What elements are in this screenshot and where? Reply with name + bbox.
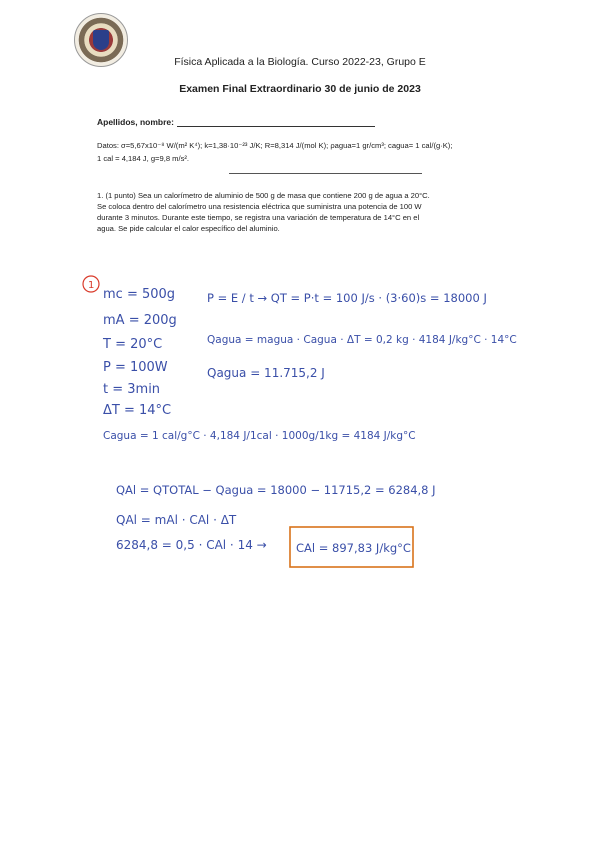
cagua-equation: Cagua = 1 cal/g°C · 4,184 J/1cal · 1000g/1kg = 4184 J/kg°C — [103, 430, 416, 442]
problem-line-2: Se coloca dentro del calorímetro una resistencia eléctrica que suministra una potencia de 100 W — [97, 202, 422, 211]
qal-equation: QAl = QTOTAL − Qagua = 18000 − 11715,2 = 6284,8 J — [116, 483, 436, 497]
qal-formula: QAl = mAl · CAl · ΔT — [116, 513, 237, 527]
given-mc: mc = 500g — [103, 287, 176, 302]
given-ma: mA = 200g — [103, 313, 177, 328]
final-equation: 6284,8 = 0,5 · CAl · 14 → — [116, 538, 267, 552]
name-label: Apellidos, nombre: — [97, 117, 174, 127]
given-time: t = 3min — [103, 382, 161, 397]
given-t: T = 20°C — [103, 337, 163, 352]
problem-line-3: durante 3 minutos. Durante este tiempo, se registra una variación de temperatura de 14°C en el — [97, 213, 420, 222]
exam-title: Física Aplicada a la Biología. Curso 2022-23, Grupo E — [174, 56, 426, 68]
question-number: 1 — [88, 280, 95, 291]
given-delta-t: ΔT = 14°C — [103, 403, 172, 418]
qagua-equation: Qagua = magua · Cagua · ΔT = 0,2 kg · 4184 J/kg°C · 14°C — [207, 334, 517, 346]
problem-line-4: agua. Se pide calcular el calor específico del aluminio. — [97, 224, 280, 233]
exam-subtitle: Examen Final Extraordinario 30 de junio de 2023 — [179, 83, 421, 95]
final-result: CAl = 897,83 J/kg°C — [296, 541, 411, 555]
given-p: P = 100W — [103, 360, 168, 375]
qagua-result: Qagua = 11.715,2 J — [207, 366, 325, 380]
datos-line-1: Datos: σ=5,67x10⁻⁸ W/(m² K⁴); k=1,38·10⁻²³ J/K; R=8,314 J/(mol K); ρagua=1 gr/cm³; cagua= 1 cal/(g·K); — [97, 141, 453, 150]
power-equation: P = E / t → QT = P·t = 100 J/s · (3·60)s = 18000 J — [207, 291, 487, 305]
datos-line-2: 1 cal = 4,184 J, g=9,8 m/s². — [97, 153, 190, 163]
problem-line-1: 1. (1 punto) Sea un calorímetro de aluminio de 500 g de masa que contiene 200 g de agua a 20°C. — [97, 191, 430, 200]
